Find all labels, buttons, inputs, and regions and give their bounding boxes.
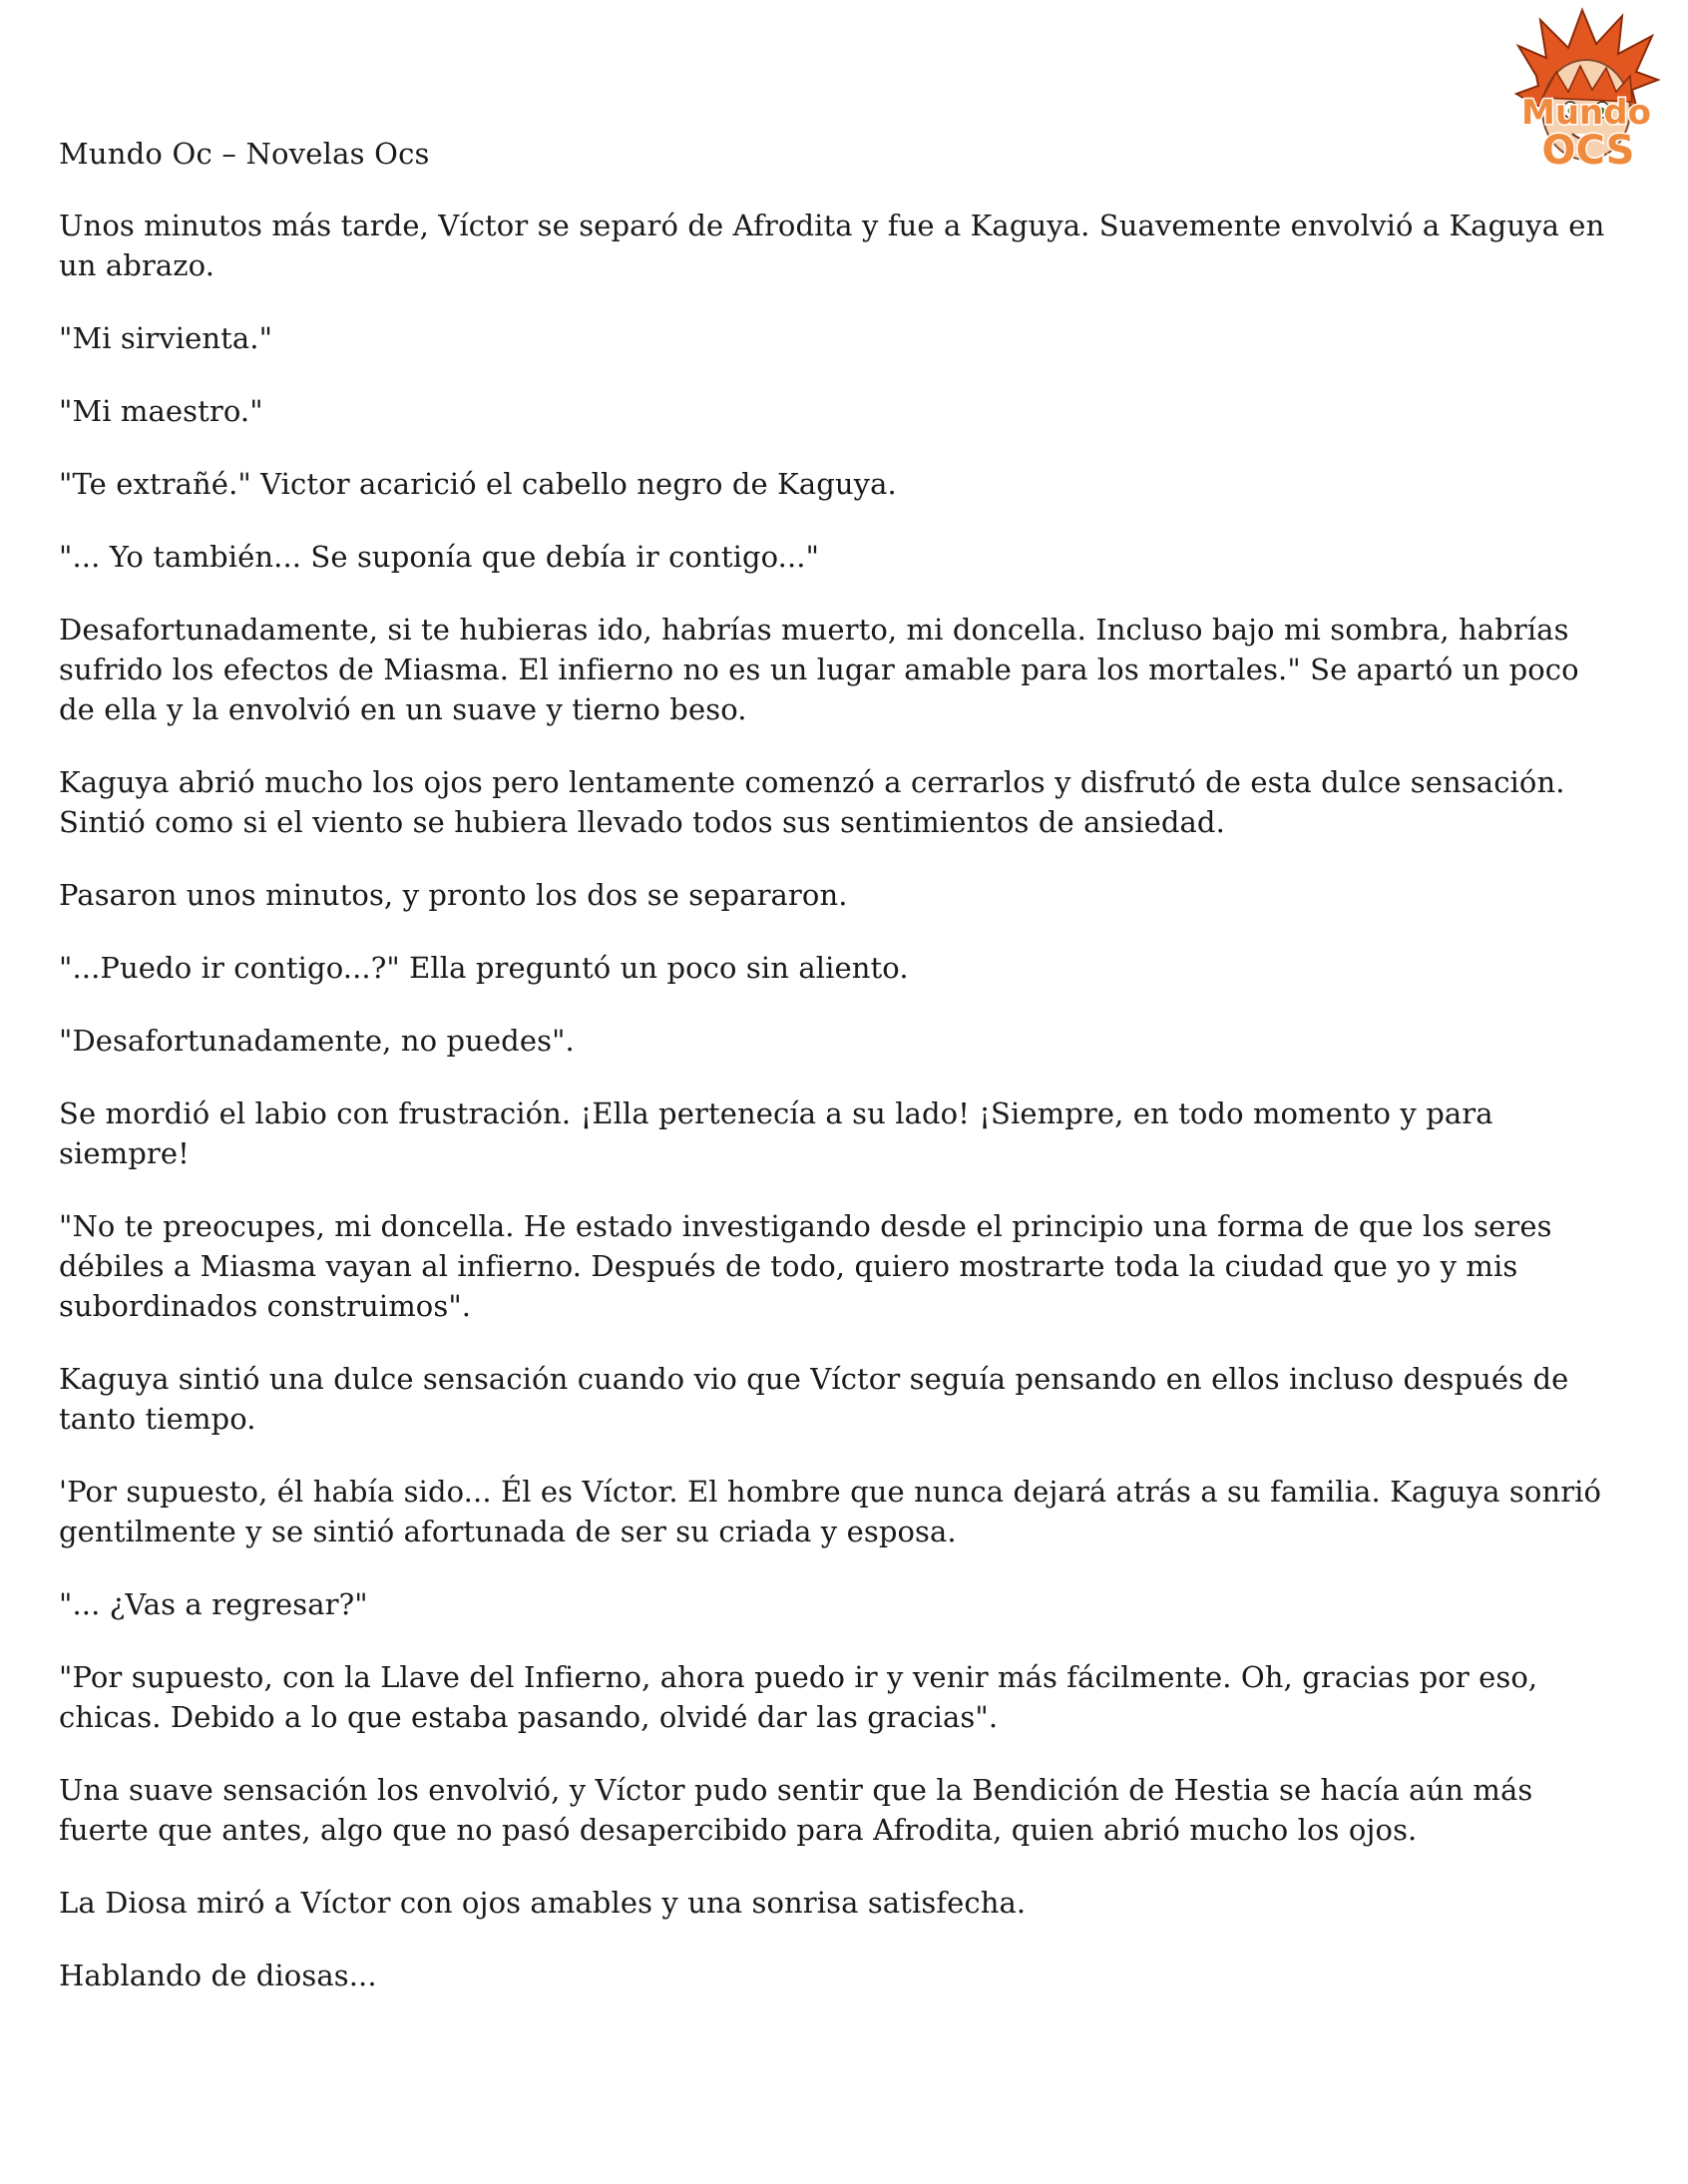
- paragraph: "Desafortunadamente, no puedes".: [59, 1024, 575, 1058]
- paragraph: La Diosa miró a Víctor con ojos amables y una sonrisa satisfecha.: [59, 1886, 1027, 1920]
- paragraph: Se mordió el labio con frustración. ¡Ella pertenecía a su lado! ¡Siempre, en todo momento y para siempre!: [59, 1096, 1493, 1170]
- logo-text-mundo: Mundo: [1521, 93, 1651, 133]
- paragraph: Pasaron unos minutos, y pronto los dos se separaron.: [59, 878, 848, 912]
- paragraph: "Por supuesto, con la Llave del Infierno, ahora puedo ir y venir más fácilmente. Oh, gracias por eso, chicas. Debido a lo que estaba pasando, olvidé dar las gracias".: [59, 1660, 1538, 1734]
- paragraph: Hablando de diosas...: [59, 1959, 377, 1992]
- paragraph: 'Por supuesto, él había sido... Él es Víctor. El hombre que nunca dejará atrás a su familia. Kaguya sonrió gentilmente y se sintió afortunada de ser su criada y esposa.: [59, 1475, 1602, 1548]
- paragraph: "Mi sirvienta.": [59, 321, 273, 355]
- paragraph: "... ¿Vas a regresar?": [59, 1587, 368, 1621]
- paragraph: "Mi maestro.": [59, 394, 263, 428]
- paragraph: Desafortunadamente, si te hubieras ido, habrías muerto, mi doncella. Incluso bajo mi sombra, habrías sufrido los efectos de Miasma. El infierno no es un lugar amable para los mortales." Se apartó un poco de ella y la envolvió en un suave y tierno beso.: [59, 613, 1579, 726]
- paragraph: "Te extrañé." Victor acarició el cabello negro de Kaguya.: [59, 467, 897, 501]
- paragraph: Una suave sensación los envolvió, y Víctor pudo sentir que la Bendición de Hestia se hacía aún más fuerte que antes, algo que no pasó desapercibido para Afrodita, quien abrió mucho los ojos.: [59, 1773, 1533, 1847]
- paragraph: "...Puedo ir contigo...?" Ella preguntó un poco sin aliento.: [59, 951, 909, 985]
- page-header: Mundo Oc – Novelas Ocs: [59, 137, 430, 171]
- paragraph: Kaguya abrió mucho los ojos pero lentamente comenzó a cerrarlos y disfrutó de esta dulce sensación. Sintió como si el viento se hubiera llevado todos sus sentimientos de ansiedad.: [59, 765, 1565, 839]
- story-body: [59, 206, 1615, 2028]
- paragraph: "... Yo también... Se suponía que debía ir contigo...": [59, 540, 820, 574]
- paragraph: Unos minutos más tarde, Víctor se separó de Afrodita y fue a Kaguya. Suavemente envolvió a Kaguya en un abrazo.: [59, 209, 1605, 282]
- mundo-ocs-logo: [1496, 6, 1676, 182]
- paragraph: "No te preocupes, mi doncella. He estado investigando desde el principio una forma de que los seres débiles a Miasma vayan al infierno. Después de todo, quiero mostrarte toda la ciudad que yo y mis subordinados construimos".: [59, 1209, 1552, 1323]
- logo-text-ocs: OCS: [1541, 128, 1635, 174]
- paragraph: Kaguya sintió una dulce sensación cuando vio que Víctor seguía pensando en ellos incluso después de tanto tiempo.: [59, 1362, 1569, 1436]
